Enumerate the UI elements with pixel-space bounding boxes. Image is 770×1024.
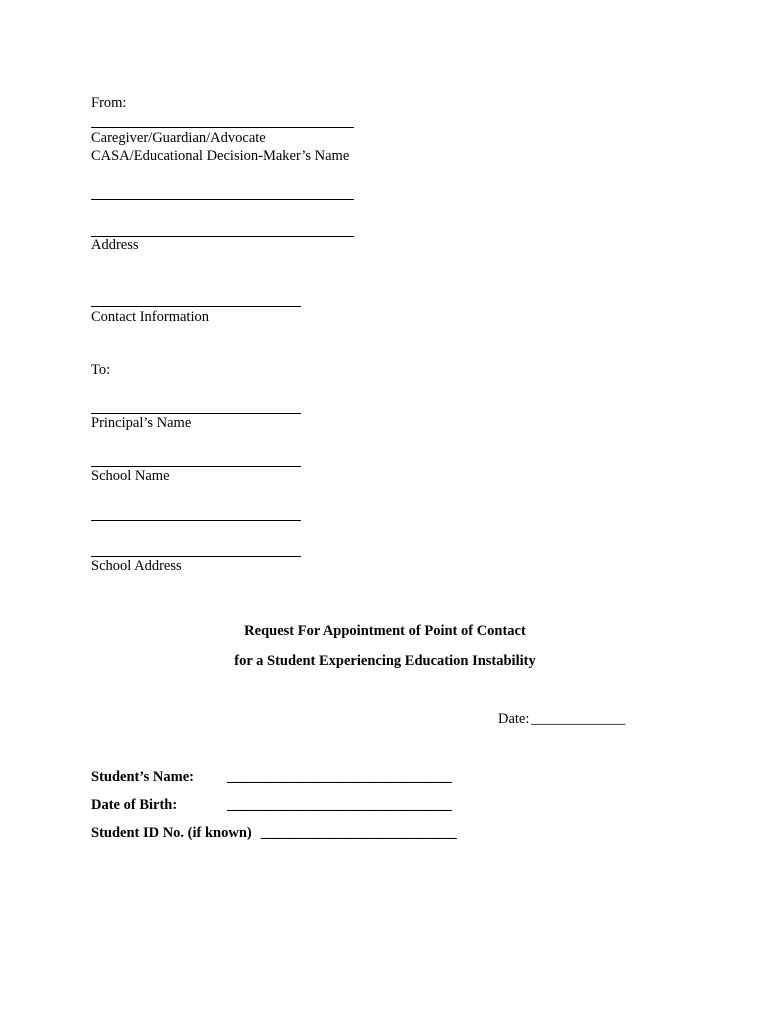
sender-address-caption: Address: [91, 237, 139, 253]
student-name-label: Student’s Name:: [91, 769, 194, 785]
school-address-caption: School Address: [91, 558, 182, 574]
document-title-line-2: for a Student Experiencing Education Instability: [234, 653, 536, 669]
principal-name-caption: Principal’s Name: [91, 415, 192, 431]
date-label: Date:: [498, 711, 530, 727]
sender-contact-line[interactable]: [91, 306, 301, 307]
student-id-blank[interactable]: ___________________________: [261, 825, 457, 841]
date-of-birth-blank[interactable]: _______________________________: [227, 797, 452, 813]
sender-name-caption-2: CASA/Educational Decision-Maker’s Name: [91, 148, 350, 164]
date-of-birth-label: Date of Birth:: [91, 797, 178, 813]
date-blank[interactable]: _____________: [531, 711, 626, 727]
to-label: To:: [91, 362, 111, 378]
sender-name-caption-1: Caregiver/Guardian/Advocate: [91, 130, 266, 146]
sender-contact-caption: Contact Information: [91, 309, 209, 325]
school-name-caption: School Name: [91, 468, 170, 484]
student-id-label: Student ID No. (if known): [91, 825, 252, 841]
document-title-line-1: Request For Appointment of Point of Contact: [244, 623, 526, 639]
sender-name-line[interactable]: [91, 127, 354, 128]
from-label: From:: [91, 95, 127, 111]
student-name-blank[interactable]: _______________________________: [227, 769, 452, 785]
school-address-line-1[interactable]: [91, 520, 301, 521]
sender-address-line-1[interactable]: [91, 199, 354, 200]
